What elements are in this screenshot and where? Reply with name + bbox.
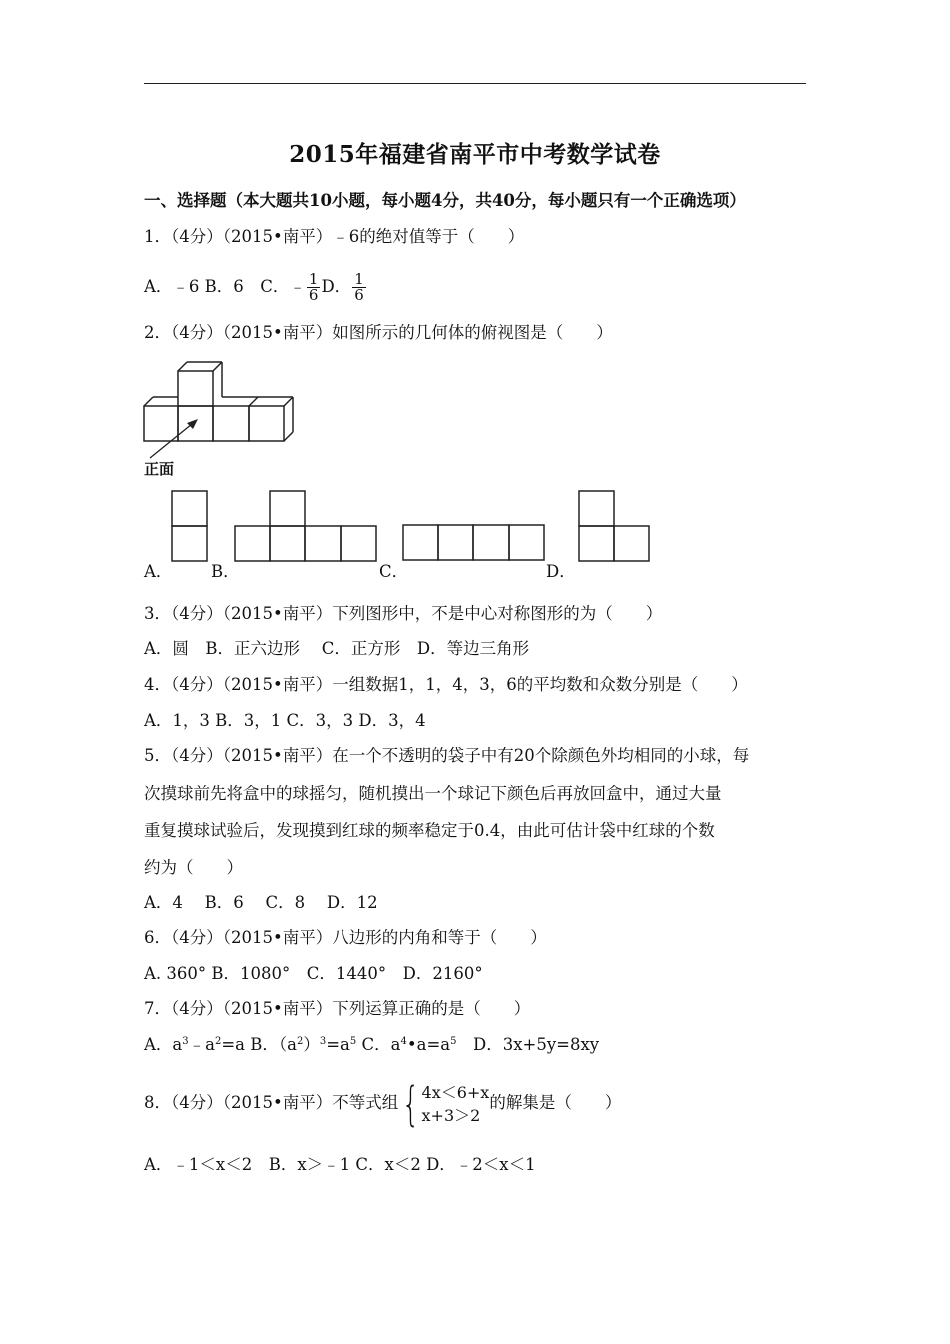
section-heading: 一、选择题（本大题共10小题，每小题4分，共40分，每小题只有一个正确选项） <box>144 191 746 210</box>
option-b-label: B． <box>211 562 240 581</box>
q7-text: ﹣a <box>188 1035 215 1054</box>
q1-options-text: A．﹣6 B．6 C．﹣ <box>144 277 306 296</box>
question-2-stem: 2．（4分）（2015•南平）如图所示的几何体的俯视图是（ ） <box>144 323 613 342</box>
question-3-stem: 3．（4分）（2015•南平）下列图形中，不是中心对称图形的为（ ） <box>144 604 663 623</box>
q8-text: 8．（4分）（2015•南平）不等式组 <box>144 1093 399 1112</box>
exponent: 2 <box>214 1036 222 1047</box>
q1-option-d-label: D． <box>321 277 352 296</box>
q7-text: =a <box>326 1035 350 1054</box>
option-d-label: D． <box>546 562 576 581</box>
option-c-label: C． <box>379 562 409 581</box>
exponent: 3 <box>319 1036 327 1047</box>
question-6-options: A. 360° B．1080° C．1440° D．2160° <box>144 964 483 983</box>
question-5-line-2: 次摸球前先将盒中的球摇匀，随机摸出一个球记下颜色后再放回盒中，通过大量 <box>144 784 722 803</box>
q1-fraction-d <box>352 272 366 303</box>
question-1-stem: 1．（4分）（2015•南平）﹣6的绝对值等于（ ） <box>144 227 525 246</box>
question-5-options: A．4 B．6 C．8 D．12 <box>144 893 378 912</box>
question-5-line-4: 约为（ ） <box>144 858 243 877</box>
q7-text: A．a <box>144 1035 183 1054</box>
exponent: 5 <box>349 1036 357 1047</box>
inequality-system <box>398 1076 490 1131</box>
brace-icon: { <box>402 1076 420 1131</box>
front-view-label: 正面 <box>144 460 175 478</box>
question-4-options: A．1，3 B．3，1 C．3，3 D．3，4 <box>144 711 426 730</box>
q7-text: C．a <box>356 1035 401 1054</box>
fraction-numerator: 1 <box>354 270 364 288</box>
question-3-options: A．圆 B．正六边形 C．正方形 D．等边三角形 <box>144 639 530 658</box>
question-6-stem: 6．（4分）（2015•南平）八边形的内角和等于（ ） <box>144 928 547 947</box>
inequality-row: 4x＜6+x <box>421 1082 490 1102</box>
q1-fraction-c <box>307 272 321 303</box>
option-d-figure <box>577 490 653 564</box>
question-7-stem: 7．（4分）（2015•南平）下列运算正确的是（ ） <box>144 999 531 1018</box>
option-a-label: A． <box>144 562 173 581</box>
inequality-row: x+3＞2 <box>421 1105 481 1125</box>
exponent: 2 <box>296 1036 304 1047</box>
fraction-numerator: 1 <box>308 270 319 288</box>
option-a-figure <box>170 490 210 564</box>
question-5-line-1: 5．（4分）（2015•南平）在一个不透明的袋子中有20个除颜色外均相同的小球，每 <box>144 746 750 765</box>
fraction-denominator: 6 <box>308 286 319 304</box>
fraction-denominator: 6 <box>354 286 364 304</box>
header-rule <box>144 83 806 84</box>
question-5-line-3: 重复摸球试验后，发现摸到红球的频率稳定于0.4，由此可估计袋中红球的个数 <box>144 821 715 840</box>
exponent: 3 <box>182 1036 189 1047</box>
option-c-figure <box>400 522 548 564</box>
question-1-options <box>144 272 367 303</box>
option-b-figure <box>232 490 380 564</box>
q8-text: 的解集是（ ） <box>489 1093 622 1112</box>
exponent: 4 <box>400 1036 407 1047</box>
question-4-stem: 4．（4分）（2015•南平）一组数据1，1，4，3，6的平均数和众数分别是（ ） <box>144 675 748 694</box>
question-7-options <box>144 1034 599 1056</box>
exponent: 5 <box>450 1036 457 1047</box>
q7-text: =a B．（a <box>221 1035 297 1054</box>
page-title: 2015年福建省南平市中考数学试卷 <box>289 141 661 168</box>
question-8-stem <box>144 1075 621 1131</box>
q7-text: D．3x+5y=8xy <box>456 1035 600 1054</box>
q7-text: •a=a <box>406 1035 451 1054</box>
question-8-options: A．﹣1＜x＜2 B．x＞﹣1 C．x＜2 D．﹣2＜x＜1 <box>144 1155 536 1174</box>
q7-text: ） <box>303 1035 320 1054</box>
